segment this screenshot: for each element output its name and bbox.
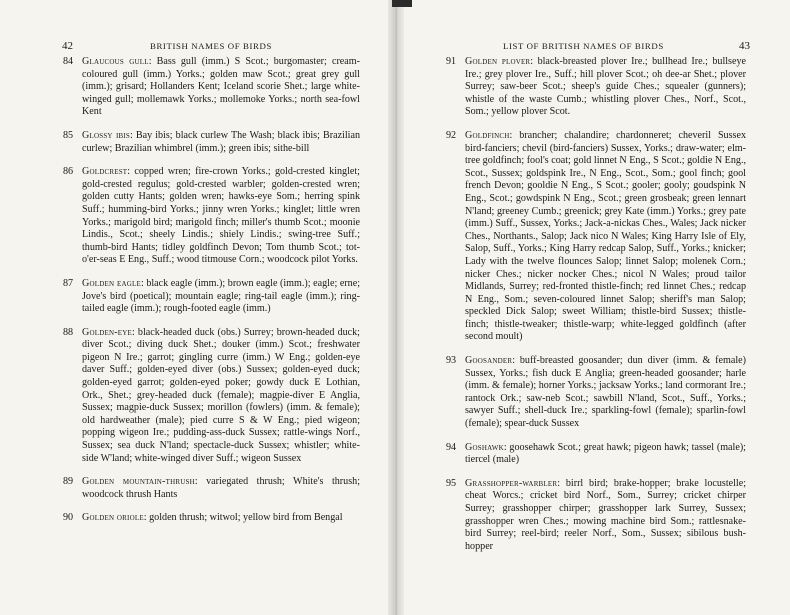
entry-number: 85 bbox=[63, 129, 74, 141]
right-page-number: 43 bbox=[739, 40, 750, 52]
entry-headword: Golden plover bbox=[465, 56, 531, 67]
entry-text: : brancher; chalandire; chardonneret; cheveril Sussex bird-fanciers; chevil (bird-fanciers) Sussex, Yorks.; draw-water; elm-tree goldfinch; fool's coat; gold linnet N Eng., S Scot.; goldie N Eng., Scot., Sussex; goldspink Ire., N Eng., Scot., Som.; gool finch; gool french Devon; gooldie N Eng., S Scot.; gooler; gooly; goudspink N Eng., Scot.; gowdspink N Eng., Scot.; green grosbeak; green lennart N'land; greeney Cumb.; greenick; grey Kate (imm.) Yorks.; grey pate (imm.) Suff., Sussex, Yorks.; Jack-a-nickas Ches., Wales; Jack nicker Ches., Northants., Salop; Jack nico N Wales; King Harry Isle of Ely, Salop, Suff., Yorks.; King Harry redcap Salop, Suff., Yorks.; knicker; Lady with the twelve flounces Salop; linnet Salop; molenek Corn.; nicker Ches.; nicker nocker Ches.; nicol N Wales; proud tailor Midlands, Surrey; red-fronted thistle-finch; red linnet Ches.; redcap N Eng., Som.; seven-coloured linnet Salop; sheriff's man Salop; speckled Dick Salop; sweet William; thistle-bird Sussex; thistle-finch; thistle-tweaker; thistle-warp; white-legged goldfinch (after second moult) bbox=[465, 129, 746, 343]
entry-text: : black eagle (imm.); brown eagle (imm.); eagle; erne; Jove's bird (poetical); mountain eagle; ring-tail eagle (imm.); ring-tailed eagle (imm.); rough-footed eagle (imm.) bbox=[82, 277, 361, 315]
entry-headword: Golden oriole bbox=[82, 512, 144, 524]
entry-88 bbox=[63, 327, 360, 466]
entry-number: 95 bbox=[446, 477, 457, 489]
entry-number: 92 bbox=[446, 129, 457, 141]
book-gutter bbox=[388, 0, 404, 615]
entry-text: : Bay ibis; black curlew The Wash; black ibis; Brazilian curlew; Brazilian whimbrel (imm.); green ibis; sithe-bill bbox=[82, 129, 360, 154]
entry-headword: Glaucous gull bbox=[82, 56, 149, 67]
entry-text: : Bass gull (imm.) S Scot.; burgomaster; cream-coloured gull (imm.) Yorks.; golden maw Scot.; great grey gull (imm.); grisard; Hollanders Kent; Iceland scorie Shet.; large white-winged gull; mollemawk Yorks.; mollemoke Yorks.; north sea-fowl Kent bbox=[82, 56, 360, 118]
entry-95 bbox=[446, 478, 746, 554]
left-page-number: 42 bbox=[62, 40, 73, 52]
entry-number: 84 bbox=[63, 56, 74, 67]
entry-number: 86 bbox=[63, 166, 74, 178]
entry-86 bbox=[63, 166, 360, 267]
entry-text: : black-headed duck (obs.) Surrey; brown-headed duck; diver Scot.; diving duck Shet.; douker (imm.) Scot.; freshwater pigeon N Ire.; garrot; gingling curre (imm.) W Eng.; golden-eye daver Suff.; golden-eyed diver (obs.) Sussex; golden-eyed duck; golden-eyed garrot; golden-eyed poker; gowdy duck E Lothian, Ork., Shet.; grey-headed duck (female); magpie-diver E Anglia, Sussex; magpie-duck Sussex; morillon (fowlers) (imm. & female); old hardweather (male); pied curre S & W Eng.; pied wigeon; popping wigeon Ire.; pudding-ass-duck Sussex; rattle-wings Norf., Sussex; sea duck N'land; spectacle-duck Sussex; whistler; white-side W'land; white-winged diver Suff.; wigeon Sussex bbox=[82, 326, 360, 464]
entry-90 bbox=[63, 512, 360, 525]
entry-text: : black-breasted plover Ire.; bullhead Ire.; bullseye Ire.; grey plover Ire., Suff.; hill plover Scot.; oh dee-ar Shet.; plover Surrey; saw-beer Scot.; sheep's guide Ches.; squealer (gunners); whistle of the waste Cumb.; whistling plover Ches., Norf., Scot., Som.; yellow plover Scot. bbox=[465, 56, 746, 118]
entry-headword: Goosander bbox=[465, 355, 513, 367]
entry-headword: Grasshopper-warbler bbox=[465, 477, 558, 489]
entry-number: 93 bbox=[446, 355, 457, 367]
entry-text: : golden thrush; witwol; yellow bird from Bengal bbox=[143, 512, 343, 524]
entry-number: 94 bbox=[446, 441, 457, 453]
right-entries bbox=[446, 56, 746, 564]
entry-89 bbox=[63, 476, 360, 501]
entry-headword: Golden mountain-thrush bbox=[82, 476, 195, 488]
entry-headword: Goldcrest bbox=[82, 166, 128, 178]
entry-text: : variegated thrush; White's thrush; woodcock thrush Hants bbox=[82, 476, 360, 500]
entry-93 bbox=[446, 355, 746, 431]
entry-text: : buff-breasted goosander; dun diver (imm. & female) Sussex, Yorks.; fish duck E Anglia; green-headed goosander; harle (imm. & female); horner Yorks.; jacksaw Yorks.; land cormorant Ire.; rantock Ork.; saw-neb Scot.; sawbill N'land, Scot., Suff., Yorks.; sawyer Suff.; shell-duck Ire.; sparkling-fowl (female); sparlin-fowl (female); spear-duck Sussex bbox=[465, 355, 746, 430]
left-page bbox=[0, 0, 390, 615]
entry-92 bbox=[446, 130, 746, 344]
entry-84 bbox=[63, 56, 360, 119]
entry-text: : birrl bird; brake-hopper; brake locustelle; cheat Worcs.; cricket bird Norf., Som., Surrey; cricket chirper Surrey; grasshopper chirper; grasshopper lark Surrey, Sussex; grasshopper wren Ches.; mowing machine bird Som.; rattlesnake-bird Surrey; reel-bird; reeler Norf., Som., Sussex; sibilous bush-hopper bbox=[465, 477, 746, 552]
right-running-title: LIST OF BRITISH NAMES OF BIRDS bbox=[503, 41, 664, 51]
entry-text: : copped wren; fire-crown Yorks.; gold-crested kinglet; gold-crested regulus; gold-crested warbler; golden-crested wren; golden cutty Hants; golden wren; hawks-eye Som.; herring spink Suff.; humming-bird Yorks.; jinny wren Yorks.; kinglet; little wren Yorks.; marigold bird; marigold finch; miller's thumb Scot.; moonie Lindis., Scot.; sheely Lindis.; shiely Lindis.; swing-tree Suff.; thumb-bird Hants; tidley goldfinch Devon; Tom thumb Scot.; tot-o'er-seas E Eng., Suff.; wood titmouse Corn.; woodcock pilot Yorks. bbox=[82, 166, 360, 266]
entry-headword: Golden-eye bbox=[82, 326, 132, 338]
left-entries bbox=[63, 56, 360, 536]
entry-number: 88 bbox=[63, 326, 74, 338]
left-running-title: BRITISH NAMES OF BIRDS bbox=[150, 41, 272, 51]
entry-94 bbox=[446, 442, 746, 467]
entry-headword: Glossy ibis bbox=[82, 129, 130, 141]
entry-number: 91 bbox=[446, 56, 457, 67]
entry-87 bbox=[63, 278, 360, 316]
entry-number: 90 bbox=[63, 512, 74, 524]
entry-text: : goosehawk Scot.; great hawk; pigeon hawk; tassel (male); tiercel (male) bbox=[465, 441, 746, 466]
entry-headword: Golden eagle bbox=[82, 277, 141, 289]
entry-85 bbox=[63, 130, 360, 155]
entry-headword: Goldfinch bbox=[465, 129, 510, 141]
entry-number: 87 bbox=[63, 277, 74, 289]
entry-91 bbox=[446, 56, 746, 119]
right-page bbox=[404, 0, 790, 615]
entry-headword: Goshawk bbox=[465, 441, 504, 453]
entry-number: 89 bbox=[63, 476, 74, 488]
